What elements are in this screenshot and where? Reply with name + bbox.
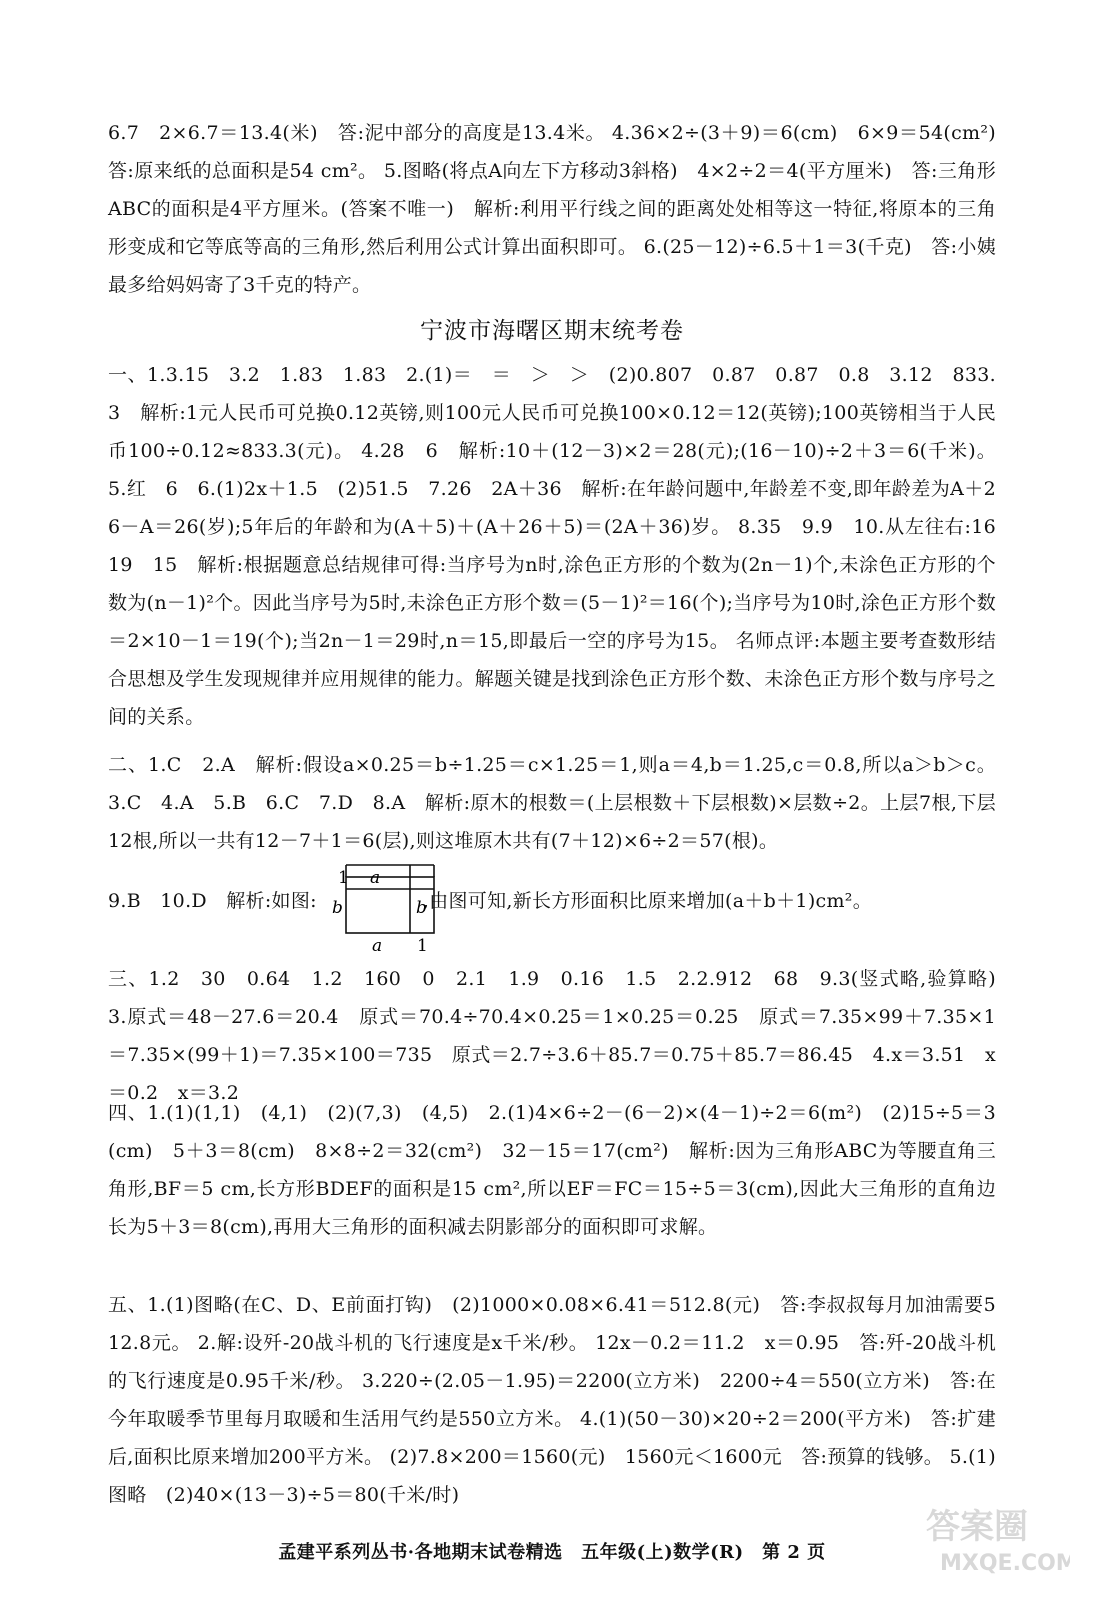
page-footer: 孟建平系列丛书·各地期末试卷精选 五年级(上)数学(R) 第 2 页: [278, 1542, 826, 1563]
label-bottom-one: 1: [417, 936, 428, 956]
section-title: 宁波市海曙区期末统考卷: [420, 318, 684, 344]
watermark-logo-text: 答案圈: [926, 1507, 1028, 1547]
label-top-one: 1: [338, 868, 349, 888]
watermark-url: MXQE.COM: [940, 1551, 1070, 1576]
part-1-answers: 一、1.3.15 3.2 1.83 1.83 2.(1)＝ ＝ ＞ ＞ (2)0.807 0.87 0.87 0.8 3.12 833.3 解析:1元人民币可兑换0.12英镑,则100元人民币可兑换100×0.12＝12(英镑);100英镑相当于人民币100÷0.12≈833.3(元)。 4.28 6 解析:10＋(12－3)×2＝28(元);(16－10)÷2＋3＝6(千米)。 5.红 6 6.(1)2x＋1.5 (2)51.5 7.26 2A＋36 解析:在年龄问题中,年龄差不变,即年龄差为A＋26－A＝26(岁);5年后的年龄和为(A＋5)＋(A＋26＋5)＝(2A＋36)岁。 8.35 9.9 10.从左往右:16 19 15 解析:根据题意总结规律可得:当序号为n时,涂色正方形的个数为(2n－1)个,未涂色正方形的个数为(n－1)²个。因此当序号为5时,未涂色正方形个数＝(5－1)²＝16(个);当序号为10时,涂色正方形个数＝2×10－1＝19(个);当2n－1＝29时,n＝15,即最后一空的序号为15。 名师点评:本题主要考查数形结合思想及学生发现规律并应用规律的能力。解题关键是找到涂色正方形个数、未涂色正方形个数与序号之间的关系。: [108, 364, 1016, 728]
label-inner-b: b: [416, 898, 427, 918]
part-2-answers: 二、1.C 2.A 解析:假设a×0.25＝b÷1.25＝c×1.25＝1,则a＝4,b＝1.25,c＝0.8,所以a＞b＞c。 3.C 4.A 5.B 6.C 7.D 8.A 解析:原木的根数＝(上层根数＋下层根数)×层数÷2。上层7根,下层12根,所以一共有12－7＋1＝6(层),则这堆原木共有(7＋12)×6÷2＝57(根)。: [108, 754, 996, 852]
label-left-b: b: [332, 898, 343, 918]
label-top-a: a: [370, 868, 381, 888]
part-5-answers: 五、1.(1)图略(在C、D、E前面打钩) (2)1000×0.08×6.41＝512.8(元) 答:李叔叔每月加油需要512.8元。 2.解:设歼-20战斗机的飞行速度是x千米/秒。 12x－0.2＝11.2 x＝0.95 答:歼-20战斗机的飞行速度是0.95千米/秒。 3.220÷(2.05－1.95)＝2200(立方米) 2200÷4＝550(立方米) 答:在今年取暖季节里每月取暖和生活用气约是550立方米。 4.(1)(50－30)×20÷2＝200(平方米) 答:扩建后,面积比原来增加200平方米。 (2)7.8×200＝1560(元) 1560元＜1600元 答:预算的钱够。 5.(1)图略 (2)40×(13－3)÷5＝80(千米/时): [108, 1294, 996, 1506]
site-watermark: [920, 1494, 1070, 1580]
part-2-line-with-figure: [108, 882, 996, 920]
part-3-answers: 三、1.2 30 0.64 1.2 160 0 2.1 1.9 0.16 1.5 2.2.912 68 9.3(竖式略,验算略) 3.原式＝48－27.6＝20.4 原式＝70.4÷70.4×0.25＝1×0.25＝0.25 原式＝7.35×99＋7.35×1＝7.35×(99＋1)＝7.35×100＝735 原式＝2.7÷3.6＋85.7＝0.75＋85.7＝86.45 4.x＝3.51 x＝0.2 x＝3.2: [108, 968, 1016, 1104]
part-2-figure-tail: ,由图可知,新长方形面积比原来增加(a＋b＋1)cm²。: [422, 890, 873, 912]
answers-continued-block: 6.7 2×6.7＝13.4(米) 答:泥中部分的高度是13.4米。 4.36×2÷(3＋9)＝6(cm) 6×9＝54(cm²) 答:原来纸的总面积是54 cm²。 5.图略(将点A向左下方移动3斜格) 4×2÷2＝4(平方厘米) 答:三角形ABC的面积是4平方厘米。(答案不唯一) 解析:利用平行线之间的距离处处相等这一特征,将原本的三角形变成和它等底等高的三角形,然后利用公式计算出面积即可。 6.(25－12)÷6.5＋1＝3(千克) 答:小姨最多给妈妈寄了3千克的特产。: [108, 122, 1016, 296]
label-bottom-a: a: [372, 936, 383, 956]
part-2-figure-lead: 9.B 10.D 解析:如图:: [108, 890, 317, 912]
part-4-answers: 四、1.(1)(1,1) (4,1) (2)(7,3) (4,5) 2.(1)4×6÷2－(6－2)×(4－1)÷2＝6(m²) (2)15÷5＝3(cm) 5＋3＝8(cm) 8×8÷2＝32(cm²) 32－15＝17(cm²) 解析:因为三角形ABC为等腰直角三角形,BF＝5 cm,长方形BDEF的面积是15 cm²,所以EF＝FC＝15÷5＝3(cm),因此大三角形的直角边长为5＋3＝8(cm),再用大三角形的面积减去阴影部分的面积即可求解。: [108, 1102, 996, 1238]
